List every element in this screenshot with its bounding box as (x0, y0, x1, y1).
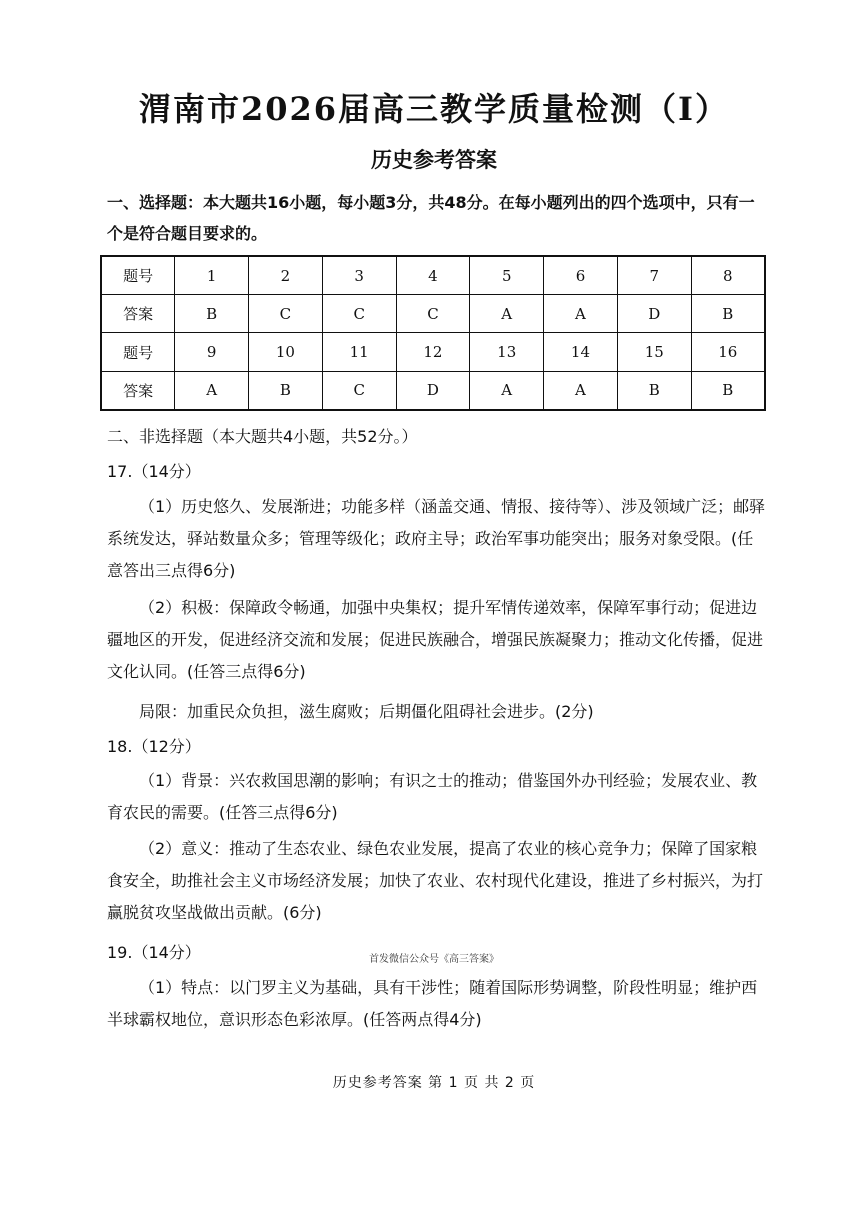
table-cell: 6 (544, 256, 618, 295)
table-cell: 7 (617, 256, 691, 295)
table-cell: 答案 (101, 295, 175, 333)
page-title: 渭南市2026届高三教学质量检测（Ⅰ） (138, 90, 730, 128)
section2-heading: 二、非选择题（本大题共4小题，共52分。） (107, 427, 418, 446)
answer-table (100, 255, 766, 411)
page-subtitle: 历史参考答案 (371, 148, 497, 172)
table-cell: A (544, 295, 618, 333)
table-cell: B (617, 371, 691, 410)
table-cell: 1 (175, 256, 249, 295)
table-cell: A (544, 371, 618, 410)
q18-heading: 18.（12分） (107, 737, 201, 756)
q17-limitation: 局限：加重民众负担，滋生腐败；后期僵化阻碍社会进步。(2分) (139, 702, 594, 721)
table-cell: 13 (470, 333, 544, 371)
table-cell: 11 (322, 333, 396, 371)
table-cell: 3 (322, 256, 396, 295)
table-cell: C (396, 295, 470, 333)
table-row (101, 371, 765, 410)
table-cell: 题号 (101, 333, 175, 371)
table-cell: 16 (691, 333, 765, 371)
table-row (101, 256, 765, 295)
table-cell: 题号 (101, 256, 175, 295)
table-cell: B (691, 295, 765, 333)
table-cell: 9 (175, 333, 249, 371)
table-cell: 12 (396, 333, 470, 371)
page-footer: 历史参考答案 第 1 页 共 2 页 (332, 1075, 536, 1091)
table-cell: C (322, 371, 396, 410)
table-cell: 4 (396, 256, 470, 295)
q19-heading: 19.（14分） (107, 943, 201, 962)
table-cell: B (249, 371, 323, 410)
table-cell: A (175, 371, 249, 410)
table-cell: D (617, 295, 691, 333)
q17-part2: （2）积极：保障政令畅通，加强中央集权；提升军情传递效率，保障军事行动；促进边疆地区的开发，促进经济交流和发展；促进民族融合，增强民族凝聚力；推动文化传播，促进文化认同。(任答三点得6分) (107, 598, 764, 681)
table-cell: 14 (544, 333, 618, 371)
table-cell: B (175, 295, 249, 333)
table-cell: D (396, 371, 470, 410)
table-cell: B (691, 371, 765, 410)
table-cell: A (470, 371, 544, 410)
q17-heading: 17.（14分） (107, 462, 201, 481)
q19-part1: （1）特点：以门罗主义为基础，具有干涉性；随着国际形势调整，阶段性明显；维护西半球霸权地位，意识形态色彩浓厚。(任答两点得4分) (107, 978, 758, 1029)
table-cell: C (322, 295, 396, 333)
q17-part1: （1）历史悠久、发展渐进；功能多样（涵盖交通、情报、接待等）、涉及领域广泛；邮驿系统发达，驿站数量众多；管理等级化；政府主导；政治军事功能突出；服务对象受限。(任意答出三点得6分) (107, 497, 766, 580)
table-cell: 答案 (101, 371, 175, 410)
q18-part1: （1）背景：兴农救国思潮的影响；有识之士的推动；借鉴国外办刊经验；发展农业、教育农民的需要。(任答三点得6分) (107, 771, 758, 822)
table-cell: 2 (249, 256, 323, 295)
q18-part2: （2）意义：推动了生态农业、绿色农业发展，提高了农业的核心竞争力；保障了国家粮食安全，助推社会主义市场经济发展；加快了农业、农村现代化建设，推进了乡村振兴，为打赢脱贫攻坚战做出贡献。(6分) (107, 839, 764, 922)
table-row (101, 295, 765, 333)
table-row (101, 333, 765, 371)
section1-instructions: 一、选择题：本大题共16小题，每小题3分，共48分。在每小题列出的四个选项中，只有一个是符合题目要求的。 (107, 193, 755, 243)
table-cell: C (249, 295, 323, 333)
table-cell: 15 (617, 333, 691, 371)
table-cell: 10 (249, 333, 323, 371)
table-cell: 8 (691, 256, 765, 295)
watermark-text: 首发微信公众号《高三答案》 (369, 954, 499, 965)
table-cell: A (470, 295, 544, 333)
table-cell: 5 (470, 256, 544, 295)
